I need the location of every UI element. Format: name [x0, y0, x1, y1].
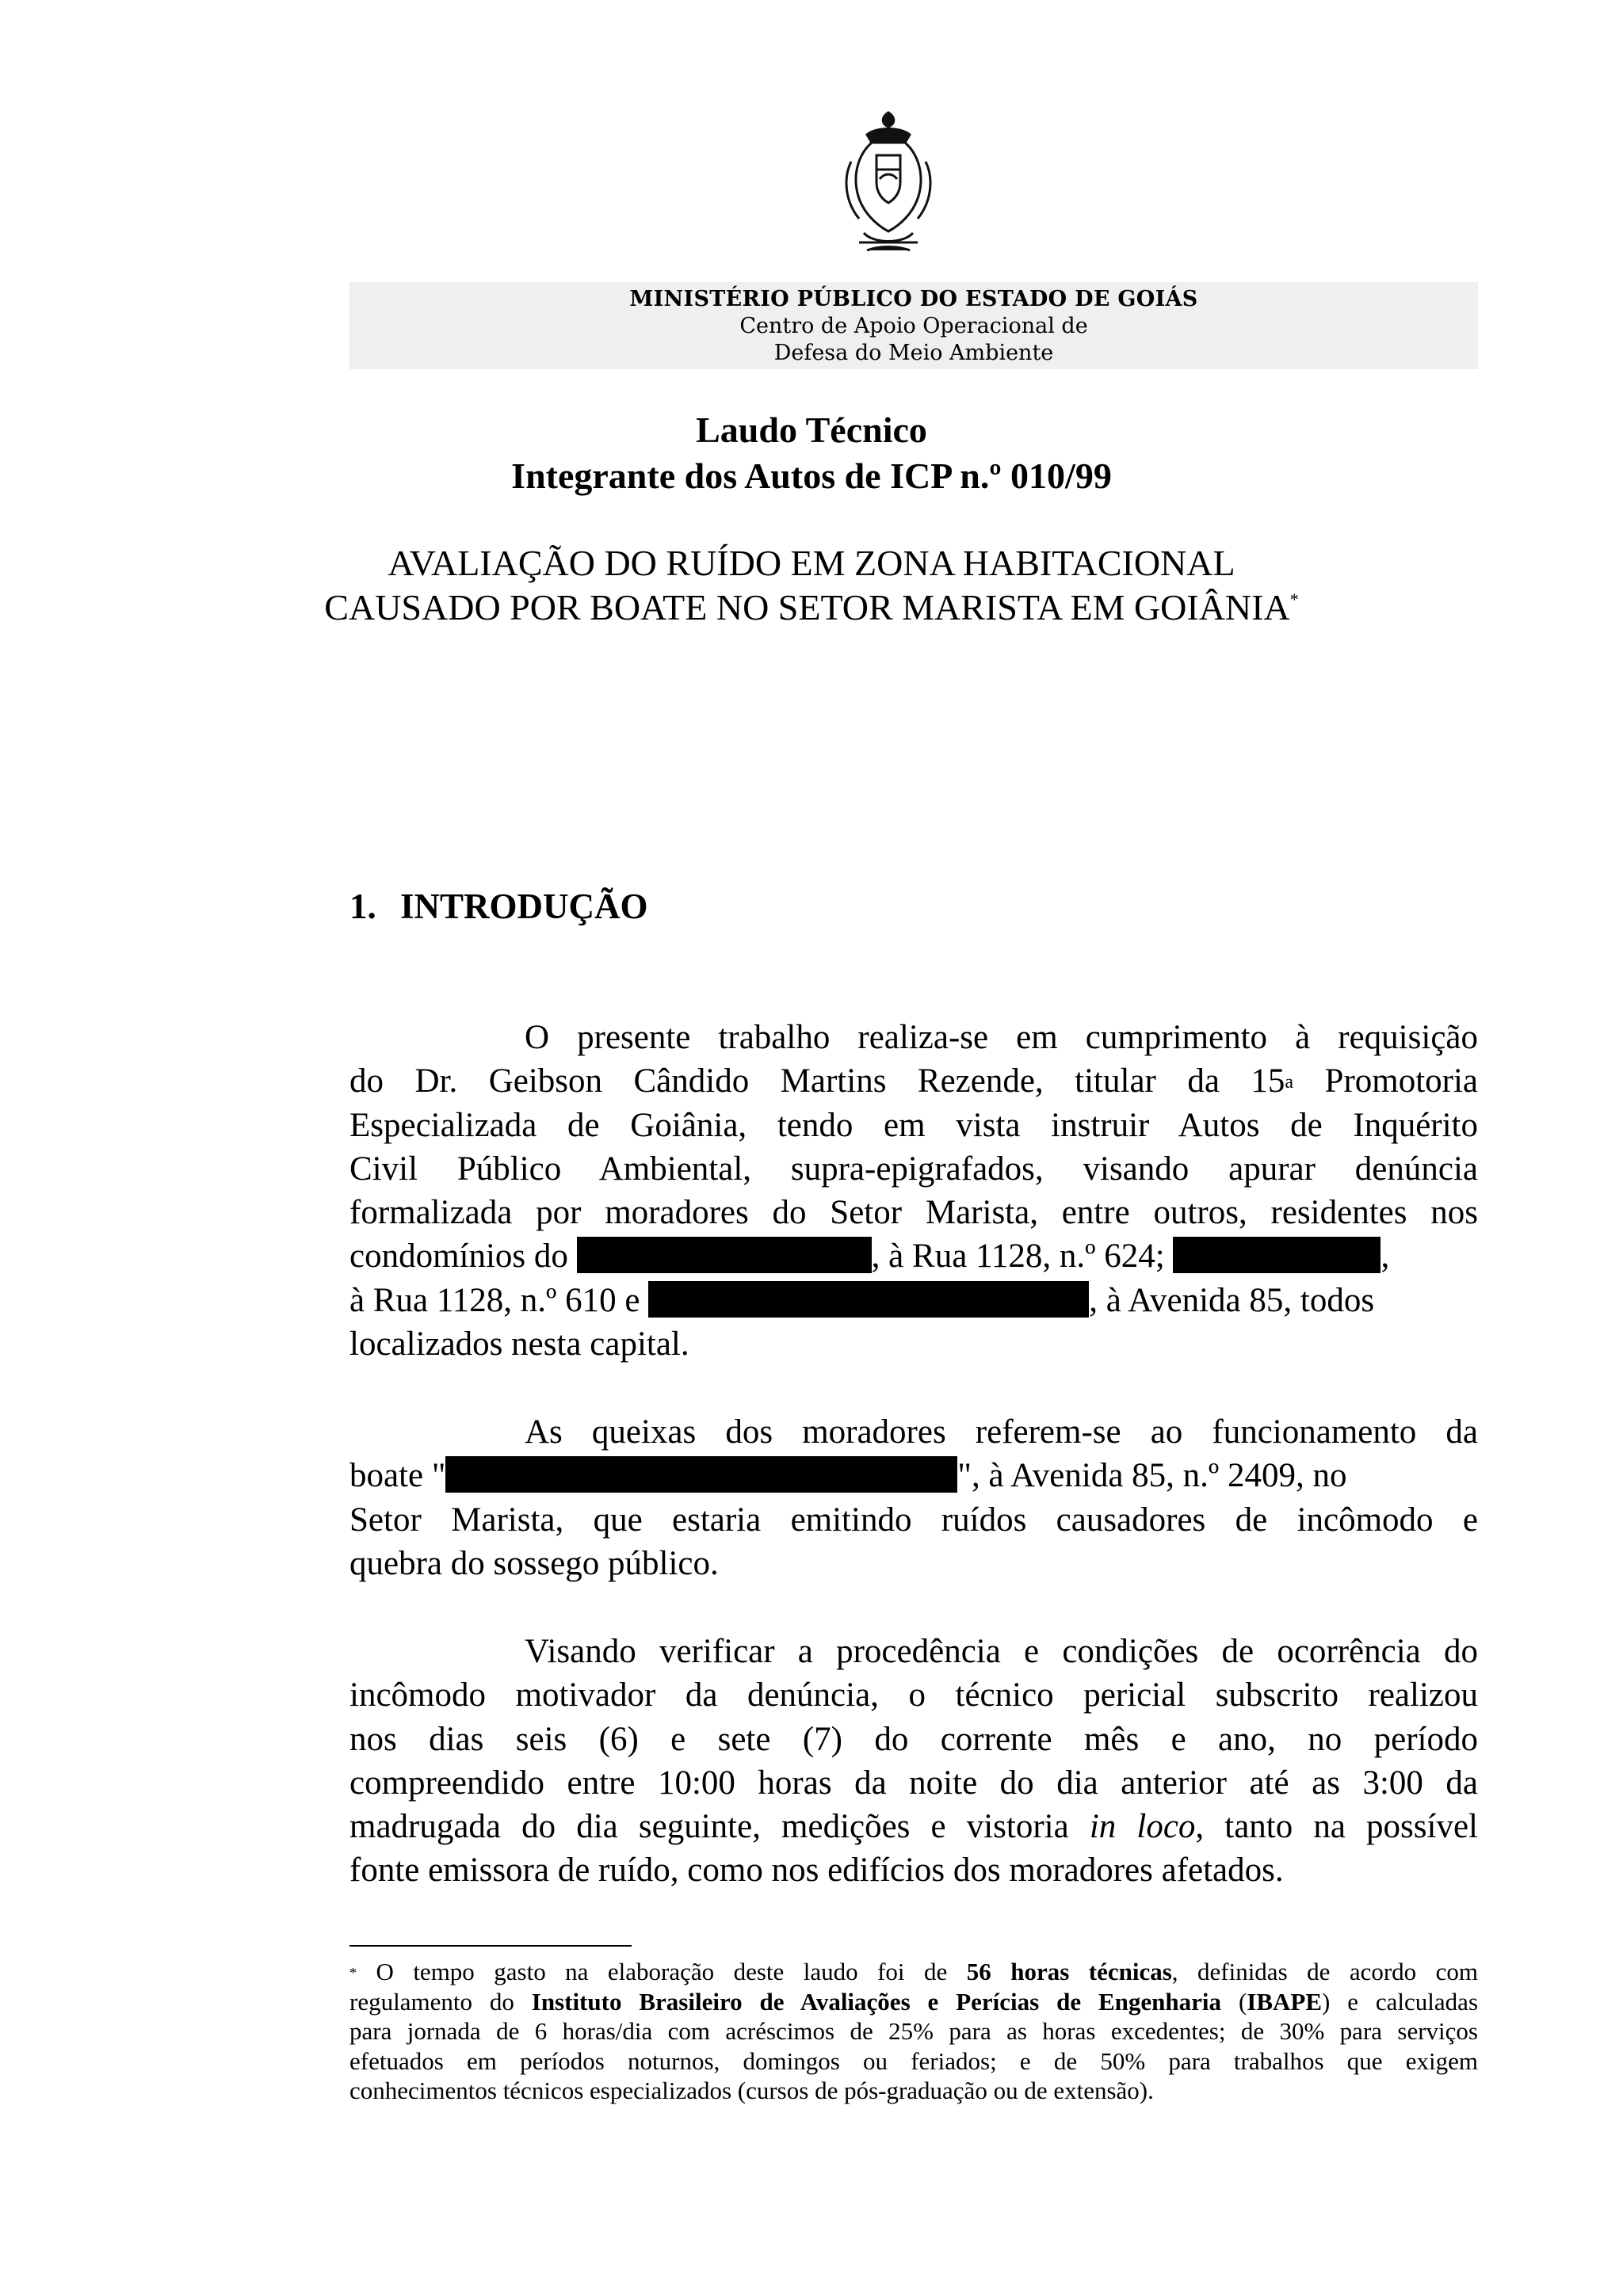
- document-reference: Integrante dos Autos de ICP n.º 010/99: [511, 456, 1112, 496]
- section-number: 1.: [349, 887, 376, 926]
- document-title: Laudo Técnico: [696, 410, 927, 450]
- coat-of-arms-icon: [835, 106, 941, 257]
- text-span: regulamento do: [349, 1987, 514, 2016]
- text-span: Promotoria: [1324, 1062, 1479, 1100]
- text-span: ,: [1381, 1238, 1390, 1276]
- text-line: Especializada de Goiânia, tendo em vista instruir Autos de Inquérito: [349, 1106, 1478, 1144]
- text-line: incômodo motivador da denúncia, o técnico pericial subscrito realizou: [349, 1676, 1478, 1714]
- institution-division: Defesa do Meio Ambiente: [773, 341, 1054, 365]
- text-line: [349, 1805, 1478, 1848]
- paragraph-3: [349, 1630, 1478, 1893]
- institution-name: MINISTÉRIO PÚBLICO DO ESTADO DE GOIÁS: [629, 287, 1198, 311]
- text-span: ) e calculadas: [1322, 1987, 1479, 2016]
- text-span: , definidas de acordo com: [1171, 1958, 1479, 1985]
- text-line: Visando verificar a procedência e condições de ocorrência do: [525, 1633, 1478, 1670]
- bold-span: IBAPE: [1247, 1987, 1323, 2016]
- footnote: [349, 1957, 1478, 2106]
- italic-term: in loco: [1089, 1808, 1196, 1846]
- text-line: [349, 1279, 1478, 1322]
- paragraph-1: [349, 1016, 1478, 1366]
- footnote-line: conhecimentos técnicos especializados (cursos de pós-graduação ou de extensão).: [349, 2077, 1154, 2104]
- text-line: [349, 1059, 1478, 1103]
- text-line: fonte emissora de ruído, como nos edifícios dos moradores afetados.: [349, 1852, 1284, 1890]
- paragraph-2: [349, 1410, 1478, 1585]
- footnote-mark: *: [1289, 589, 1299, 609]
- text-span: ", à Avenida 85, n.º 2409, no: [957, 1457, 1347, 1495]
- text-span: , tanto na possível: [1195, 1808, 1478, 1846]
- text-span: , à Rua 1128, n.º 624;: [871, 1238, 1165, 1276]
- text-line: [349, 1454, 1478, 1497]
- section-title: INTRODUÇÃO: [400, 887, 648, 926]
- text-span: à Rua 1128, n.º 610 e: [349, 1281, 640, 1319]
- text-line: As queixas dos moradores referem-se ao funcionamento da: [525, 1413, 1478, 1451]
- text-span: O tempo gasto na elaboração deste laudo foi de: [376, 1958, 948, 1985]
- text-line: quebra do sossego público.: [349, 1544, 719, 1582]
- footnote-mark: *: [349, 1965, 357, 1981]
- footnote-line: para jornada de 6 horas/dia com acréscimos de 25% para as horas excedentes; de 30% para serviços: [349, 2017, 1478, 2045]
- text-line: localizados nesta capital.: [349, 1325, 689, 1363]
- institution-header: [349, 282, 1478, 369]
- section-heading: [349, 886, 648, 927]
- text-span: do Dr. Geibson Cândido Martins Rezende, titular da 15: [349, 1062, 1285, 1100]
- text-span: condomínios do: [349, 1238, 568, 1276]
- bold-span: 56 horas técnicas: [966, 1958, 1172, 1985]
- subtitle-text: CAUSADO POR BOATE NO SETOR MARISTA EM GOIÂNIA: [324, 587, 1290, 627]
- text-line: Setor Marista, que estaria emitindo ruídos causadores de incômodo e: [349, 1501, 1478, 1539]
- ordinal-mark: a: [1285, 1072, 1294, 1093]
- text-line: formalizada por moradores do Setor Marista, entre outros, residentes nos: [349, 1194, 1478, 1232]
- text-span: (: [1238, 1987, 1247, 2016]
- footnote-line: [349, 1957, 1478, 1987]
- text-line: [349, 1234, 1478, 1278]
- redaction-block: [1173, 1237, 1381, 1273]
- bold-span: Instituto Brasileiro de Avaliações e Perícias de Engenharia: [531, 1987, 1222, 2016]
- text-span: boate ": [349, 1457, 446, 1495]
- footnote-line: efetuados em períodos noturnos, domingos ou feriados; e de 50% para trabalhos que exigem: [349, 2046, 1478, 2075]
- text-span: madrugada do dia seguinte, medições e vistoria: [349, 1808, 1069, 1846]
- text-line: nos dias seis (6) e sete (7) do corrente mês e ano, no período: [349, 1720, 1478, 1758]
- redaction-block: [648, 1281, 1089, 1318]
- redaction-block: [577, 1237, 872, 1273]
- document-subtitle-line1: AVALIAÇÃO DO RUÍDO EM ZONA HABITACIONAL: [388, 543, 1235, 583]
- document-subtitle-line2: [0, 586, 1623, 628]
- text-line: O presente trabalho realiza-se em cumprimento à requisição: [525, 1019, 1478, 1056]
- text-line: Civil Público Ambiental, supra-epigrafados, visando apurar denúncia: [349, 1150, 1478, 1188]
- redaction-block: [445, 1456, 957, 1493]
- text-span: , à Avenida 85, todos: [1089, 1281, 1375, 1319]
- footnote-line: [349, 1987, 1478, 2017]
- institution-department: Centro de Apoio Operacional de: [739, 314, 1088, 338]
- text-line: compreendido entre 10:00 horas da noite do dia anterior até as 3:00 da: [349, 1764, 1478, 1802]
- footnote-separator: [349, 1945, 632, 1947]
